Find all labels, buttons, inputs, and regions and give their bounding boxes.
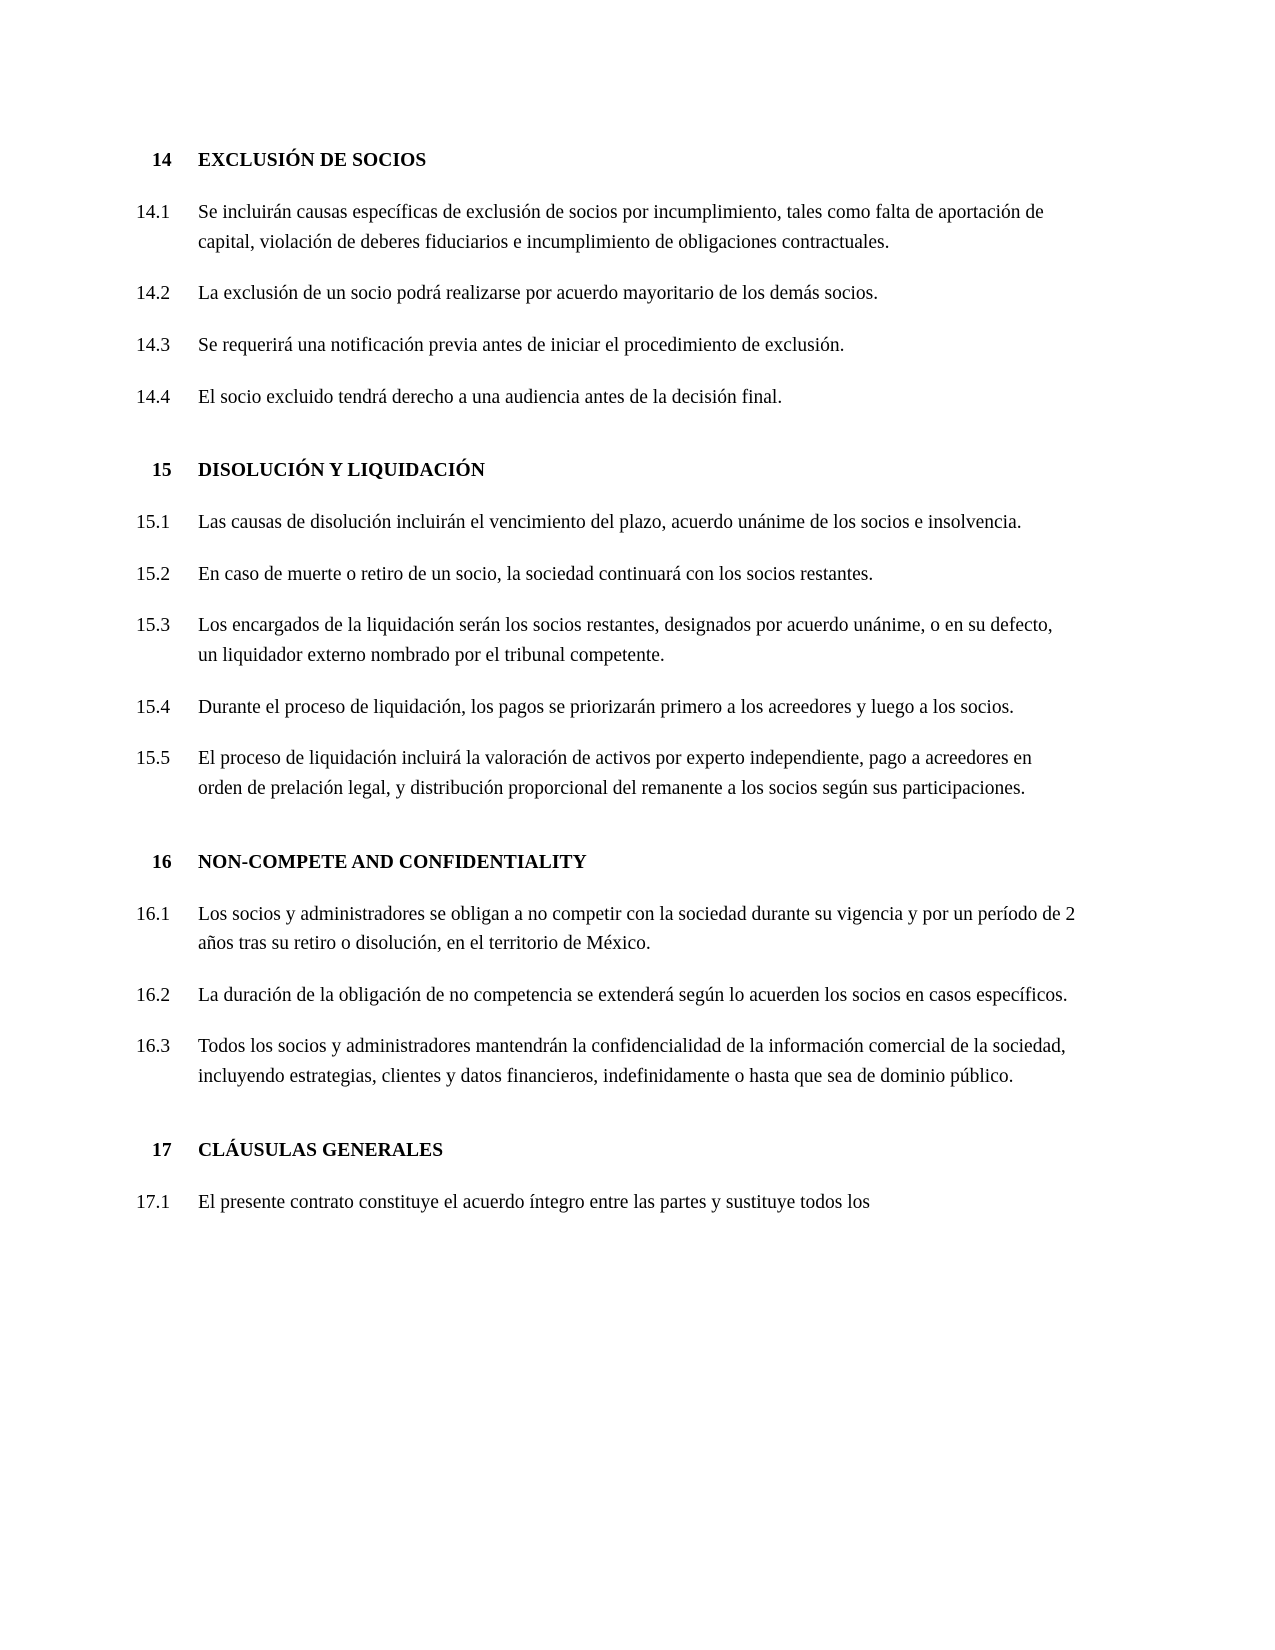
clause-number: 14.4: [136, 386, 171, 408]
clause-text: Durante el proceso de liquidación, los pagos se priorizarán primero a los acreedores y luego a los socios.: [198, 696, 1015, 718]
clause-text: Los socios y administradores se obligan a no competir con la sociedad durante su vigencia y por un período de 2 años tras su retiro o disolución, en el territorio de México.: [198, 903, 1076, 955]
clause-number: 16.1: [136, 903, 171, 925]
section-heading: [136, 460, 1076, 482]
clause: [136, 279, 1076, 309]
section-title: EXCLUSIÓN DE SOCIOS: [198, 150, 427, 171]
clause-text: El socio excluido tendrá derecho a una audiencia antes de la decisión final.: [198, 386, 783, 408]
clause: [136, 900, 1076, 959]
section-heading: [136, 1140, 1076, 1162]
clause-number: 15.5: [136, 748, 171, 770]
section-heading: [136, 150, 1076, 172]
clause-text: Las causas de disolución incluirán el vencimiento del plazo, acuerdo unánime de los socios e insolvencia.: [198, 512, 1022, 534]
clause-text: El presente contrato constituye el acuerdo íntegro entre las partes y sustituye todos los: [198, 1191, 871, 1213]
clause-number: 14.1: [136, 202, 171, 223]
clause-number: 16.3: [136, 1036, 171, 1058]
clause-number: 16.2: [136, 984, 171, 1006]
clause: [136, 560, 1076, 590]
clause-text: Todos los socios y administradores mantendrán la confidencialidad de la información comercial de la sociedad, incluyendo estrategias, clientes y datos financieros, indefinidamente o hasta que sea de dominio público.: [198, 1036, 1066, 1087]
section-15: [136, 460, 1076, 803]
clause-number: 14.2: [136, 283, 171, 305]
clause-text: La duración de la obligación de no competencia se extenderá según lo acuerden los socios en casos específicos.: [198, 984, 1068, 1006]
clause-text: Los encargados de la liquidación serán los socios restantes, designados por acuerdo unánime, o en su defecto, un liquidador externo nombrado por el tribunal competente.: [198, 615, 1053, 666]
clause-text: Se requerirá una notificación previa antes de iniciar el procedimiento de exclusión.: [198, 334, 845, 356]
clause-text: El proceso de liquidación incluirá la valoración de activos por experto independiente, pago a acreedores en orden de prelación legal, y distribución proporcional del remanente a los socios según sus participaciones.: [198, 748, 1032, 799]
clause-text: Se incluirán causas específicas de exclusión de socios por incumplimiento, tales como falta de aportación de capital, violación de deberes fiduciarios e incumplimiento de obligaciones contractuales.: [198, 202, 1044, 253]
document-body: [136, 150, 1076, 1217]
section-number: 14: [152, 150, 172, 171]
clause-number: 15.2: [136, 563, 171, 585]
clause: [136, 611, 1076, 670]
clause: [136, 693, 1076, 723]
clause: [136, 383, 1076, 413]
section-title: DISOLUCIÓN Y LIQUIDACIÓN: [198, 460, 485, 482]
section-number: 16: [152, 851, 172, 873]
clause-number: 17.1: [136, 1191, 171, 1213]
clause-text: La exclusión de un socio podrá realizarse por acuerdo mayoritario de los demás socios.: [198, 283, 879, 305]
clause: [136, 1032, 1076, 1091]
clause: [136, 744, 1076, 803]
section-title: NON-COMPETE AND CONFIDENTIALITY: [198, 851, 587, 873]
clause: [136, 508, 1076, 538]
clause: [136, 331, 1076, 361]
clause-number: 15.3: [136, 615, 171, 637]
section-16: [136, 852, 1076, 1092]
section-number: 17: [152, 1139, 172, 1161]
clause-number: 15.4: [136, 696, 171, 718]
clause: [136, 198, 1076, 257]
clause: [136, 1188, 1076, 1218]
section-14: [136, 150, 1076, 412]
section-number: 15: [152, 460, 172, 482]
section-title: CLÁUSULAS GENERALES: [198, 1139, 444, 1161]
clause: [136, 981, 1076, 1011]
clause-number: 15.1: [136, 512, 171, 534]
section-heading: [136, 852, 1076, 874]
clause-number: 14.3: [136, 334, 171, 356]
section-17: [136, 1140, 1076, 1218]
clause-text: En caso de muerte o retiro de un socio, la sociedad continuará con los socios restantes.: [198, 563, 874, 585]
